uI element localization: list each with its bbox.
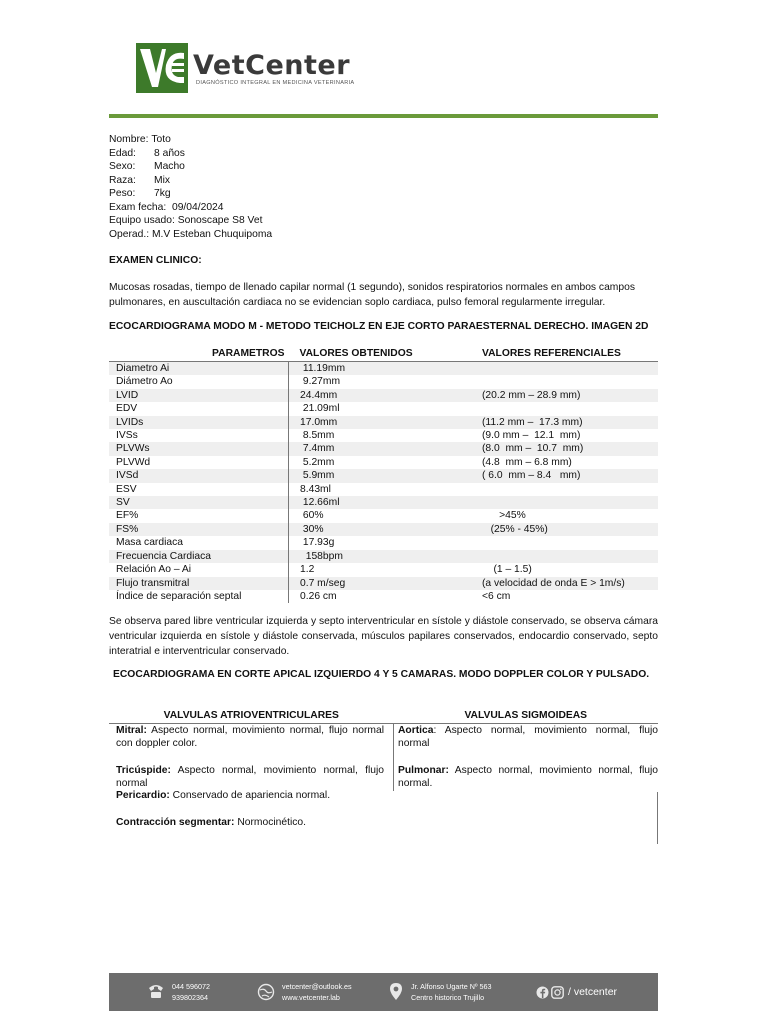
valvulas-header-row bbox=[109, 708, 658, 724]
pulmonar-label: Pulmonar: bbox=[398, 765, 449, 776]
brand-name: VetCenter bbox=[193, 50, 351, 81]
parametro-row bbox=[109, 483, 658, 496]
parametros-table bbox=[109, 346, 658, 603]
valvulas-row bbox=[109, 724, 658, 765]
parametro-row bbox=[109, 590, 658, 603]
operad-label: Operad.: bbox=[109, 228, 150, 240]
parametro-name: PLVWd bbox=[109, 456, 289, 469]
valor-referencial: (20.2 mm – 28.9 mm) bbox=[474, 389, 658, 402]
edad-label: Edad: bbox=[109, 147, 136, 159]
footer-social-handle[interactable]: / vetcenter bbox=[568, 986, 618, 998]
globe-icon bbox=[257, 983, 275, 1001]
logo bbox=[136, 43, 188, 93]
parametro-row bbox=[109, 536, 658, 549]
parametro-row bbox=[109, 550, 658, 563]
parametro-name: Diametro Ai bbox=[109, 362, 289, 376]
col-sigmoideas: VALVULAS SIGMOIDEAS bbox=[394, 708, 659, 724]
aortica-cell bbox=[394, 724, 659, 765]
parametro-row bbox=[109, 362, 658, 376]
location-pin-icon bbox=[389, 982, 403, 1001]
pulmonar-cell bbox=[394, 764, 659, 791]
footer-address bbox=[411, 981, 492, 1003]
parametro-row bbox=[109, 375, 658, 388]
footer-web bbox=[282, 981, 352, 1003]
valor-referencial bbox=[474, 536, 658, 549]
valor-obtenido: 5.9mm bbox=[289, 469, 475, 482]
footer-bar bbox=[109, 973, 658, 1011]
parametro-name: IVSs bbox=[109, 429, 289, 442]
phone-2: 939802364 bbox=[172, 993, 208, 1002]
sexo-label: Sexo: bbox=[109, 161, 136, 172]
valor-obtenido: 0.7 m/seg bbox=[289, 577, 475, 590]
contraccion-segmentar bbox=[116, 817, 306, 828]
footer-website[interactable]: www.vetcenter.lab bbox=[282, 993, 340, 1002]
valor-obtenido: 24.4mm bbox=[289, 389, 475, 402]
valor-referencial: <6 cm bbox=[482, 590, 511, 602]
aortica-label: Aortica bbox=[398, 725, 434, 736]
valor-obtenido: 12.66ml bbox=[289, 496, 475, 509]
brand-tagline: DIAGNÓSTICO INTEGRAL EN MEDICINA VETERINARIA bbox=[196, 80, 355, 86]
pulmonar-text: Aspecto normal, movimiento normal, flujo normal. bbox=[398, 765, 658, 790]
parametro-name: SV bbox=[109, 496, 289, 509]
valor-obtenido: 8.5mm bbox=[300, 430, 335, 442]
facebook-icon[interactable] bbox=[536, 986, 549, 999]
valor-obtenido: 30% bbox=[289, 523, 475, 536]
pericardio-label: Pericardio: bbox=[116, 790, 170, 801]
mitral-label: Mitral: bbox=[116, 725, 147, 736]
parametro-row bbox=[109, 523, 658, 536]
valor-obtenido: 1.2 bbox=[300, 564, 315, 576]
valor-referencial: (25% - 45%) bbox=[474, 523, 658, 536]
parametro-row bbox=[109, 456, 658, 469]
parametro-name: FS% bbox=[109, 523, 289, 536]
contraccion-label: Contracción segmentar: bbox=[116, 817, 235, 828]
parametro-row bbox=[109, 509, 658, 522]
address-line-1: Jr. Alfonso Ugarte Nº 563 bbox=[411, 982, 492, 991]
contraccion-text: Normocinético. bbox=[234, 817, 306, 828]
valor-referencial: >45% bbox=[482, 510, 526, 522]
tricuspide-text: Aspecto normal, movimiento normal, flujo normal bbox=[116, 765, 384, 790]
valor-referencial: ( 6.0 mm – 8.4 mm) bbox=[474, 469, 658, 482]
parametro-name: Flujo transmitral bbox=[109, 577, 289, 590]
parametro-row bbox=[109, 402, 658, 415]
aortica-text: : Aspecto normal, movimiento normal, flujo normal bbox=[398, 725, 658, 750]
phone-icon bbox=[147, 983, 165, 999]
operad-value: M.V Esteban Chuquipoma bbox=[151, 228, 273, 240]
col-valores-referenciales: VALORES REFERENCIALES bbox=[474, 346, 658, 362]
col-parametros: PARAMETROS bbox=[109, 346, 289, 362]
modo-m-conclusion: Se observa pared libre ventricular izquierda y septo interventricular en sístole y diástole conservado, se observa cámara ventricular izquierda en sístole y diástole conservada, músculos papilares conservados, endocardio conservado, septo interatrial e interventricular conservado. bbox=[109, 616, 658, 657]
raza-value: Mix bbox=[154, 174, 171, 186]
parametro-row bbox=[109, 563, 658, 576]
apical-title: ECOCARDIOGRAMA EN CORTE APICAL IZQUIERDO 4 Y 5 CAMARAS. MODO DOPPLER COLOR Y PULSADO. bbox=[113, 669, 650, 680]
valor-referencial bbox=[474, 550, 658, 563]
footer-phones bbox=[172, 981, 210, 1003]
valor-obtenido: 7.4mm bbox=[289, 442, 475, 455]
valvulas-table bbox=[109, 708, 658, 791]
valor-obtenido: 8.43ml bbox=[300, 483, 331, 495]
valor-obtenido: 158bpm bbox=[289, 550, 475, 563]
valor-referencial bbox=[474, 402, 658, 415]
parametro-row bbox=[109, 442, 658, 455]
valor-obtenido: 0.26 cm bbox=[300, 590, 337, 602]
exam-fecha-value: 09/04/2024 bbox=[171, 201, 224, 213]
valor-obtenido: 5.2mm bbox=[300, 456, 335, 468]
valor-obtenido: 9.27mm bbox=[300, 376, 341, 388]
valor-referencial: (9.0 mm – 12.1 mm) bbox=[482, 430, 581, 442]
valvulas-row bbox=[109, 764, 658, 791]
parametro-row bbox=[109, 577, 658, 590]
valor-referencial: (1 – 1.5) bbox=[482, 564, 532, 576]
valor-referencial bbox=[474, 375, 658, 388]
parametro-row bbox=[109, 496, 658, 509]
address-line-2: Centro historico Trujillo bbox=[411, 993, 485, 1002]
valor-referencial: (11.2 mm – 17.3 mm) bbox=[474, 416, 658, 429]
parametro-name: LVID bbox=[109, 389, 289, 402]
edad-value: 8 años bbox=[154, 147, 185, 159]
parametro-name: Diámetro Ao bbox=[109, 375, 289, 388]
table-right-border bbox=[657, 792, 658, 844]
pericardio bbox=[116, 790, 330, 801]
peso-label: Peso: bbox=[109, 188, 136, 199]
parametro-row bbox=[109, 429, 658, 442]
valor-referencial: (4.8 mm – 6.8 mm) bbox=[482, 456, 572, 468]
patient-info bbox=[109, 133, 272, 241]
nombre-label: Nombre: bbox=[109, 134, 149, 145]
valor-referencial bbox=[474, 362, 658, 376]
parametro-row bbox=[109, 416, 658, 429]
parametro-name: Relación Ao – Ai bbox=[109, 563, 289, 576]
mitral-text: Aspecto normal, movimiento normal, flujo normal con doppler color. bbox=[116, 725, 384, 750]
parametro-name: Frecuencia Cardiaca bbox=[109, 550, 289, 563]
valor-obtenido: 17.93g bbox=[300, 537, 335, 549]
header-divider bbox=[109, 114, 658, 118]
parametro-name: EDV bbox=[109, 402, 289, 415]
valor-obtenido: 11.19mm bbox=[289, 362, 475, 376]
col-atrioventriculares: VALVULAS ATRIOVENTRICULARES bbox=[109, 708, 394, 724]
peso-value: 7kg bbox=[154, 188, 171, 199]
valor-referencial: (a velocidad de onda E > 1m/s) bbox=[474, 577, 658, 590]
vc-logo-mark bbox=[136, 43, 188, 93]
parametro-row bbox=[109, 469, 658, 482]
valor-obtenido: 17.0mm bbox=[289, 416, 475, 429]
parametro-name: EF% bbox=[109, 509, 289, 522]
valor-referencial: (8.0 mm – 10.7 mm) bbox=[474, 442, 658, 455]
parametro-row bbox=[109, 389, 658, 402]
valor-referencial bbox=[474, 496, 658, 509]
footer-email[interactable]: vetcenter@outlook.es bbox=[282, 982, 352, 991]
parametro-name: IVSd bbox=[109, 469, 289, 482]
equipo-label: Equipo usado: bbox=[109, 215, 175, 226]
tricuspide-cell bbox=[109, 764, 394, 791]
parametros-header-row bbox=[109, 346, 658, 362]
instagram-icon[interactable] bbox=[551, 986, 564, 999]
tricuspide-label: Tricúspide: bbox=[116, 765, 171, 776]
examen-clinico-text: Mucosas rosadas, tiempo de llenado capilar normal (1 segundo), sonidos respiratorios normales en ambos campos pulmonares, en auscultación cardiaca no se evidencian soplo cardiaca, pulso femoral regularmente irregular. bbox=[109, 282, 635, 308]
parametro-name: LVIDs bbox=[109, 416, 289, 429]
parametro-name: ESV bbox=[109, 483, 289, 496]
equipo-value: Sonoscape S8 Vet bbox=[177, 215, 263, 226]
examen-clinico-title: EXAMEN CLINICO: bbox=[109, 255, 202, 266]
pericardio-text: Conservado de apariencia normal. bbox=[169, 790, 331, 801]
parametro-name: PLVWs bbox=[109, 442, 289, 455]
valor-obtenido: 60% bbox=[300, 510, 324, 522]
modo-m-title: ECOCARDIOGRAMA MODO M - METODO TEICHOLZ EN EJE CORTO PARAESTERNAL DERECHO. IMAGEN 2D bbox=[109, 321, 649, 332]
exam-fecha-label: Exam fecha: bbox=[109, 201, 167, 213]
valor-referencial bbox=[474, 483, 658, 496]
mitral-cell bbox=[109, 724, 394, 765]
phone-1: 044 596072 bbox=[172, 982, 210, 991]
raza-label: Raza: bbox=[109, 174, 136, 186]
parametro-name: Índice de separación septal bbox=[109, 590, 289, 603]
sexo-value: Macho bbox=[154, 161, 185, 172]
parametro-name: Masa cardiaca bbox=[109, 536, 289, 549]
col-valores-obtenidos: VALORES OBTENIDOS bbox=[289, 346, 475, 362]
nombre-value: Toto bbox=[151, 134, 171, 145]
valor-obtenido: 21.09ml bbox=[300, 403, 340, 415]
